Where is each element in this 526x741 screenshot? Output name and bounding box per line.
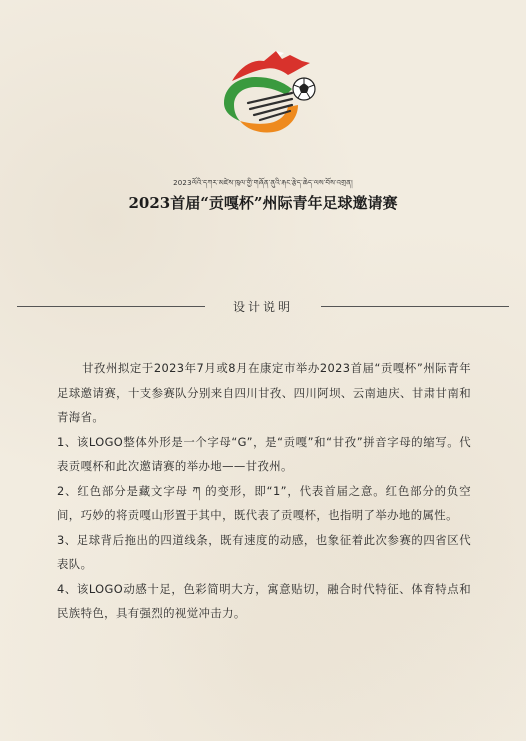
logo-icon: [218, 47, 322, 135]
description-body: [57, 356, 471, 626]
section-divider: [17, 298, 509, 314]
section-heading: 设计说明: [232, 300, 293, 314]
point-paragraph-4: 4、该LOGO动感十足，色彩简明大方，寓意贴切，融合时代特征、体育特点和民族特色，具有强烈的视觉冲击力。: [57, 581, 471, 620]
tibetan-subtitle: 2023ལོའི་དཀར་མཛེས་ཁུལ་གྱི་གཞོན་ནུའི་རྐང་རྩེད་ཆེད་ལས་བོས་འགྲན།: [173, 179, 353, 187]
point-paragraph-3: 3、足球背后拖出的四道线条，既有速度的动感，也象征着此次参赛的四省区代表队。: [57, 532, 471, 571]
point-paragraph-1: 1、该LOGO整体外形是一个字母“G”，是“贡嘎”和“甘孜”拼音字母的缩写。代表贡嘎杯和此次邀请赛的举办地——甘孜州。: [57, 434, 471, 473]
divider-line-right: [321, 306, 509, 307]
page-title: 2023首届“贡嘎杯”州际青年足球邀请赛: [128, 194, 398, 212]
intro-paragraph: 甘孜州拟定于2023年7月或8月在康定市举办2023首届“贡嘎杯”州际青年足球邀请赛，十支参赛队分别来自四川甘孜、四川阿坝、云南迪庆、甘肃甘南和青海省。: [57, 361, 471, 424]
point-paragraph-2: 2、红色部分是藏文字母 ཀ 的变形，即“1”，代表首届之意。红色部分的负空间，巧妙的将贡嘎山形置于其中，既代表了贡嘎杯，也指明了举办地的属性。: [57, 483, 471, 522]
